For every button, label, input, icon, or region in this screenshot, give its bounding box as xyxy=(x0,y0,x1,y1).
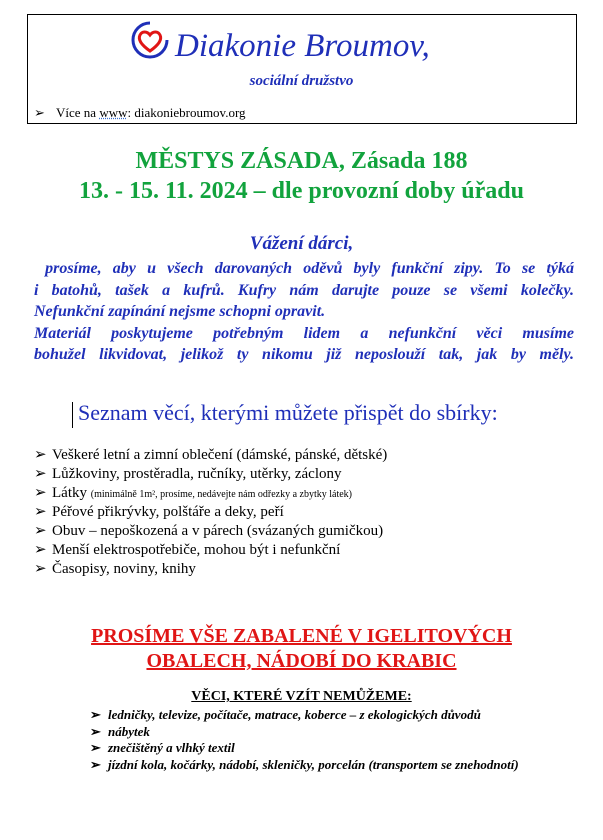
list-item: ➢ Veškeré letní a zimní oblečení (dámské, pánské, dětské) xyxy=(34,447,388,463)
list-item: ➢ Menší elektrospotřebiče, mohou být i nefunkční xyxy=(34,542,341,558)
website-line xyxy=(34,105,246,121)
org-name: Diakonie Broumov, xyxy=(175,28,430,64)
appeal-line: Nefunkční zapínání nejsme schopni opravit. xyxy=(34,303,326,320)
list-item: ➢ jízdní kola, kočárky, nádobí, skleničky, porcelán (transportem se znehodnotí) xyxy=(90,756,519,772)
donation-list xyxy=(34,446,387,579)
appeal-line: i batohů, tašek a kufrů. Kufry nám darujte pouze se všemi kolečky. xyxy=(34,281,574,299)
packing-notice-line-2: OBALECH, NÁDOBÍ DO KRABIC xyxy=(146,650,457,672)
list-item: ➢ nábytek xyxy=(90,723,150,739)
rejected-list xyxy=(90,707,519,773)
web-address[interactable]: : diakoniebroumov.org xyxy=(127,105,246,120)
list-item: ➢ Obuv – nepoškozená a v párech (svázaných gumičkou) xyxy=(34,523,384,539)
arrow-bullet-icon: ➢ xyxy=(34,466,47,482)
event-title: MĚSTYS ZÁSADA, Zásada 188 xyxy=(135,148,468,174)
list-item: ➢ Lůžkoviny, prostěradla, ručníky, utěrky, záclony xyxy=(34,466,342,482)
arrow-bullet-icon: ➢ xyxy=(34,523,47,539)
arrow-bullet-icon: ➢ xyxy=(34,485,47,501)
arrow-bullet-icon: ➢ xyxy=(90,723,101,739)
packing-notice-line-1: PROSÍME VŠE ZABALENÉ V IGELITOVÝCH xyxy=(91,625,512,647)
list-item: ➢ Časopisy, noviny, knihy xyxy=(34,561,196,577)
appeal-line: Materiál poskytujeme potřebným lidem a nefunkční věci musíme xyxy=(34,324,574,342)
web-prefix: Více na xyxy=(56,105,100,120)
arrow-bullet-icon: ➢ xyxy=(34,504,47,520)
event-date: 13. - 15. 11. 2024 – dle provozní doby úřadu xyxy=(79,178,524,204)
text-cursor xyxy=(72,402,73,428)
arrow-bullet-icon: ➢ xyxy=(90,740,101,755)
arrow-bullet-icon: ➢ xyxy=(34,561,47,577)
rejected-heading: VĚCI, KTERÉ VZÍT NEMŮŽEME: xyxy=(191,689,412,704)
arrow-bullet-icon: ➢ xyxy=(90,707,101,722)
appeal-line: prosíme, aby u všech darovaných oděvů byly funkční zipy. To se týká xyxy=(34,260,574,277)
arrow-bullet-icon: ➢ xyxy=(34,542,47,558)
fabric-note: (minimálně 1m², prosíme, nedávejte nám odřezky a zbytky látek) xyxy=(90,489,352,500)
heart-circle-logo-icon xyxy=(130,20,170,60)
list-item: ➢ ledničky, televize, počítače, matrace, koberce – z ekologických důvodů xyxy=(90,707,481,722)
org-subtitle: sociální družstvo xyxy=(249,73,354,89)
list-item: ➢ znečištěný a vlhký textil xyxy=(90,740,235,755)
donation-list-heading: Seznam věcí, kterými můžete přispět do sbírky: xyxy=(78,400,498,425)
arrow-bullet-icon: ➢ xyxy=(34,105,45,120)
arrow-bullet-icon: ➢ xyxy=(90,756,101,772)
appeal-text xyxy=(34,258,574,366)
web-www: www xyxy=(99,105,128,120)
list-item: ➢ Péřové přikrývky, polštáře a deky, peří xyxy=(34,504,284,520)
greeting: Vážení dárci, xyxy=(249,233,354,254)
appeal-line: bohužel likvidovat, jelikož ty nikomu již neposlouží tak, jak by měly. xyxy=(34,346,574,363)
list-item: ➢ Látky (minimálně 1m², prosíme, nedávejte nám odřezky a zbytky látek) xyxy=(34,485,352,501)
arrow-bullet-icon: ➢ xyxy=(34,447,47,463)
